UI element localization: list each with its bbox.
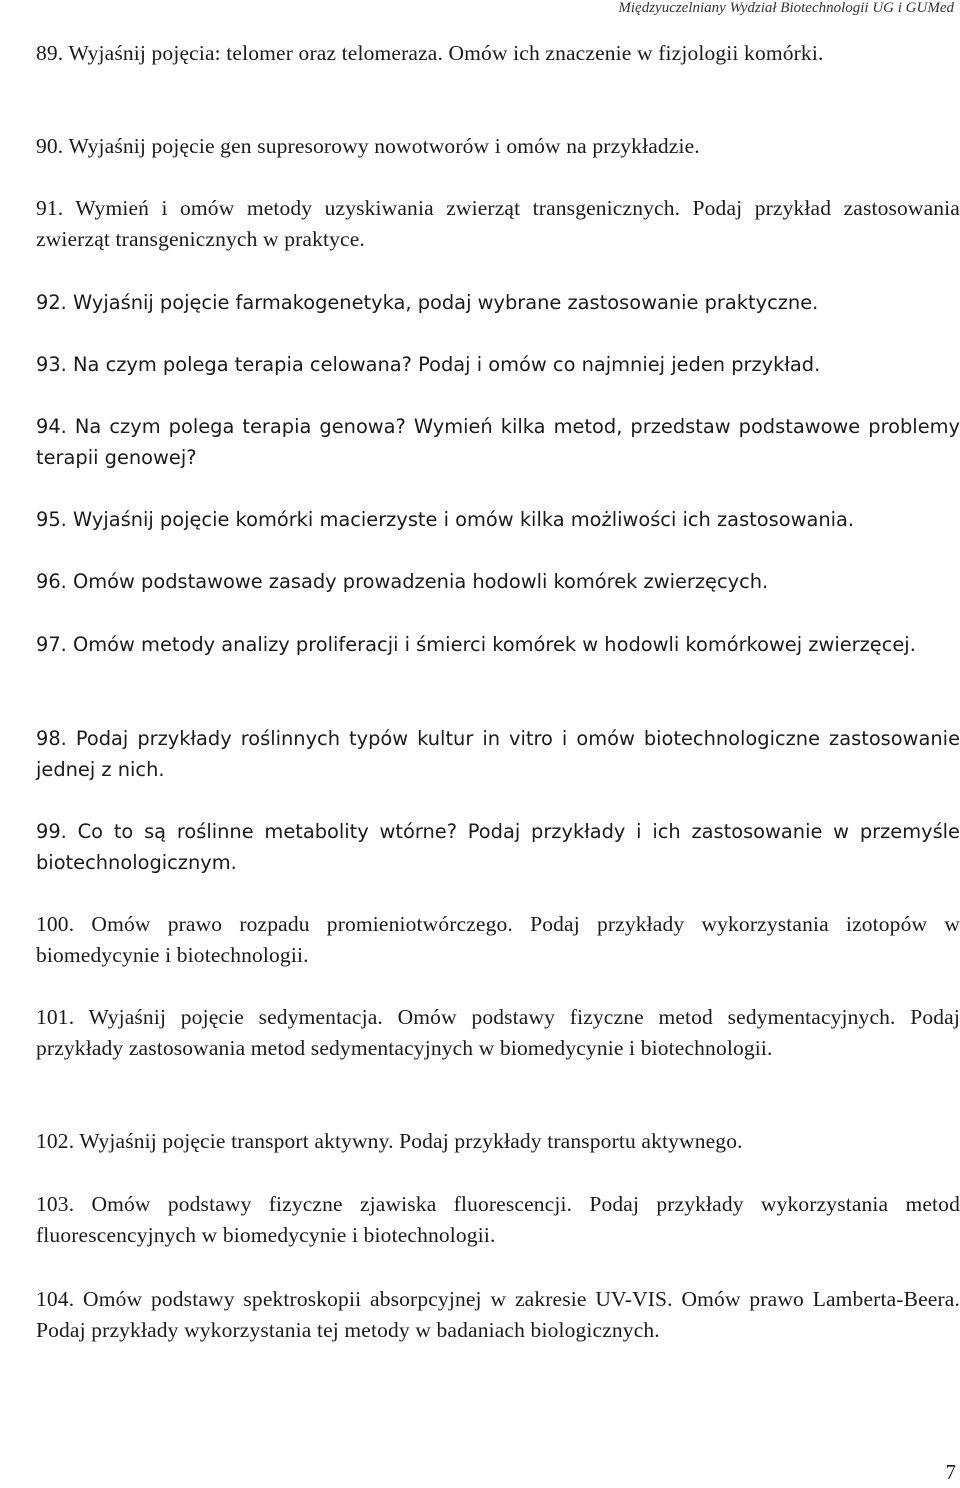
question-item xyxy=(36,349,960,380)
question-number: 92. xyxy=(36,291,67,314)
question-text: Omów podstawowe zasady prowadzenia hodowli komórek zwierzęcych. xyxy=(73,570,769,593)
question-text: Wyjaśnij pojęcie sedymentacja. Omów podstawy fizyczne metod sedymentacyjnych. Podaj przykłady zastosowania metod sedymentacyjnych w biomedycynie i biotechnologii. xyxy=(36,1005,960,1060)
question-text: Omów podstawy fizyczne zjawiska fluorescencji. Podaj przykłady wykorzystania metod fluorescencyjnych w biomedycynie i biotechnologii. xyxy=(36,1192,960,1247)
question-text: Na czym polega terapia celowana? Podaj i omów co najmniej jeden przykład. xyxy=(73,353,821,376)
question-number: 91. xyxy=(36,196,64,220)
question-number: 95. xyxy=(36,508,67,531)
question-text: Na czym polega terapia genowa? Wymień kilka metod, przedstaw podstawowe problemy terapii genowej? xyxy=(36,415,960,469)
question-number: 102. xyxy=(36,1129,75,1153)
question-text: Co to są roślinne metabolity wtórne? Podaj przykłady i ich zastosowanie w przemyśle biotechnologicznym. xyxy=(36,820,960,874)
question-text: Wyjaśnij pojęcie komórki macierzyste i omów kilka możliwości ich zastosowania. xyxy=(73,508,855,531)
question-number: 100. xyxy=(36,912,75,936)
question-number: 97. xyxy=(36,633,67,656)
question-text: Wymień i omów metody uzyskiwania zwierząt transgenicznych. Podaj przykład zastosowania zwierząt transgenicznych w praktyce. xyxy=(36,196,960,251)
question-item xyxy=(36,287,960,318)
question-text: Wyjaśnij pojęcie farmakogenetyka, podaj wybrane zastosowanie praktyczne. xyxy=(73,291,819,314)
question-item xyxy=(36,131,960,162)
page-header: Międzyuczelniany Wydział Biotechnologii UG i GUMed xyxy=(618,0,954,16)
question-text: Wyjaśnij pojęcie gen supresorowy nowotworów i omów na przykładzie. xyxy=(68,134,700,158)
page-number: 7 xyxy=(945,1460,956,1484)
question-number: 99. xyxy=(36,820,67,843)
question-number: 94. xyxy=(36,415,67,438)
question-item xyxy=(36,1126,960,1157)
question-number: 104. xyxy=(36,1287,75,1311)
question-item xyxy=(36,193,960,255)
question-item xyxy=(36,909,960,971)
question-item xyxy=(36,1284,960,1346)
question-number: 103. xyxy=(36,1192,75,1216)
question-item xyxy=(36,816,960,878)
question-item xyxy=(36,723,960,785)
question-item xyxy=(36,504,960,535)
question-item xyxy=(36,629,960,660)
question-text: Wyjaśnij pojęcie transport aktywny. Podaj przykłady transportu aktywnego. xyxy=(79,1129,743,1153)
question-number: 98. xyxy=(36,727,67,750)
question-item xyxy=(36,1002,960,1064)
question-item xyxy=(36,411,960,473)
question-item xyxy=(36,1189,960,1251)
question-text: Omów podstawy spektroskopii absorpcyjnej w zakresie UV-VIS. Omów prawo Lamberta-Beera. Podaj przykłady wykorzystania tej metody w badaniach biologicznych. xyxy=(36,1287,960,1342)
question-number: 101. xyxy=(36,1005,75,1029)
question-number: 90. xyxy=(36,134,64,158)
question-number: 96. xyxy=(36,570,67,593)
question-text: Podaj przykłady roślinnych typów kultur in vitro i omów biotechnologiczne zastosowanie jednej z nich. xyxy=(36,727,960,781)
question-text: Omów prawo rozpadu promieniotwórczego. Podaj przykłady wykorzystania izotopów w biomedycynie i biotechnologii. xyxy=(36,912,960,967)
question-item xyxy=(36,566,960,597)
question-number: 93. xyxy=(36,353,67,376)
question-text: Omów metody analizy proliferacji i śmierci komórek w hodowli komórkowej zwierzęcej. xyxy=(73,633,916,656)
question-number: 89. xyxy=(36,41,64,65)
question-item xyxy=(36,38,960,69)
question-text: Wyjaśnij pojęcia: telomer oraz telomeraza. Omów ich znaczenie w fizjologii komórki. xyxy=(68,41,824,65)
